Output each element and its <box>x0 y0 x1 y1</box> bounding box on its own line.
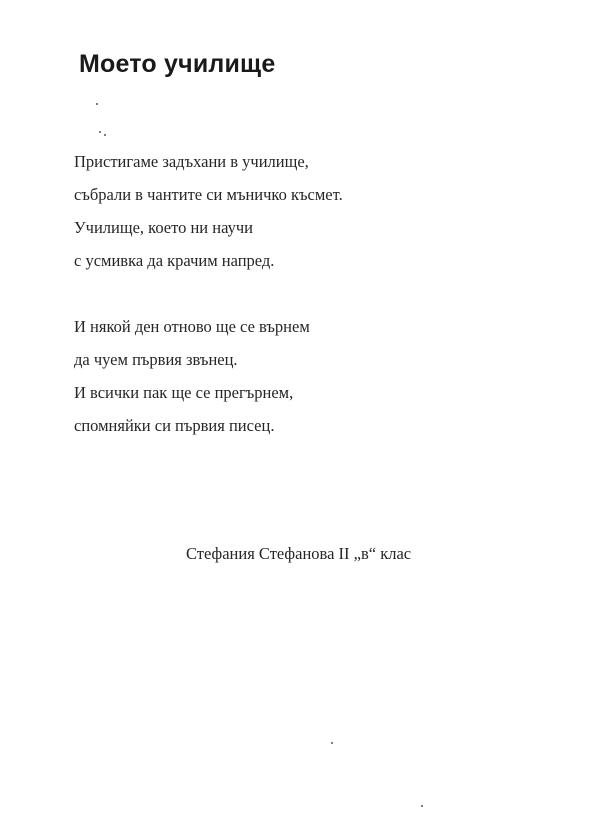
scan-speck <box>104 134 106 136</box>
scan-speck <box>421 805 423 807</box>
poem-line: Пристигаме задъхани в училище, <box>74 152 309 171</box>
poem-line: спомняйки си първия писец. <box>74 416 275 435</box>
stanza-2 <box>74 310 310 442</box>
poem-line: събрали в чантите си мъничко късмет. <box>74 185 343 204</box>
poem-line: И някой ден отново ще се върнем <box>74 317 310 336</box>
poem-line: да чуем първия звънец. <box>74 350 238 369</box>
stanza-1 <box>74 145 343 277</box>
poem-line: с усмивка да крачим напред. <box>74 251 275 270</box>
author-signature: Стефания Стефанова II „в“ клас <box>186 544 412 563</box>
poem-title: Моето училище <box>79 50 276 78</box>
scan-speck <box>331 742 333 744</box>
scan-speck <box>96 103 98 105</box>
poem-line: Училище, което ни научи <box>74 218 253 237</box>
scan-speck <box>99 131 101 133</box>
poem-line: И всички пак ще се прегърнем, <box>74 383 294 402</box>
